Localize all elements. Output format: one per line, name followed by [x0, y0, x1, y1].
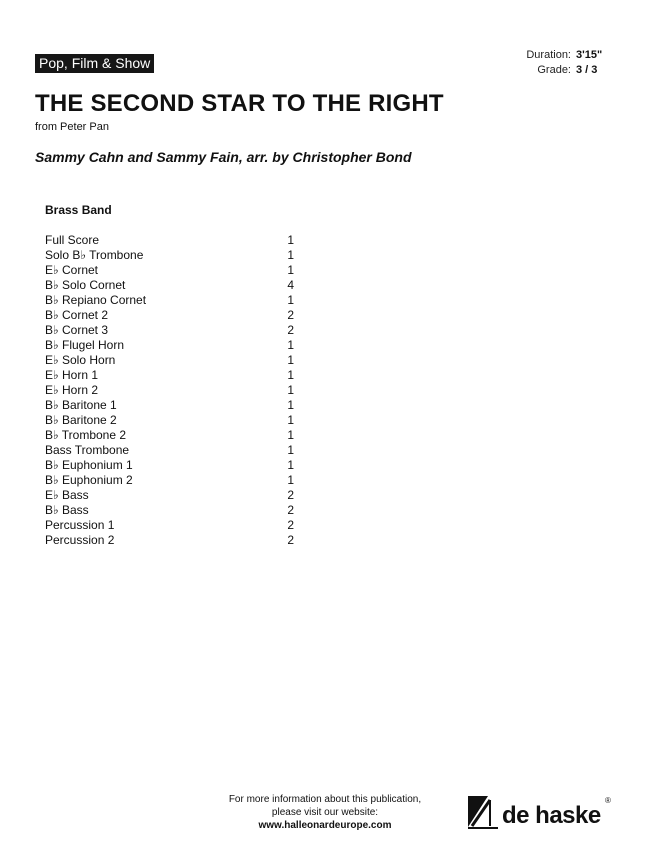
part-name: E♭ Horn 1 — [45, 368, 99, 382]
part-quantity: 2 — [287, 503, 294, 517]
part-row — [45, 353, 300, 368]
footer-url: www.halleonardeurope.com — [258, 820, 392, 831]
registered-mark: ® — [605, 796, 611, 805]
footer-line-1: For more information about this publication, — [228, 794, 422, 805]
part-name: B♭ Trombone 2 — [45, 428, 127, 442]
part-quantity: 1 — [287, 293, 294, 307]
part-name: B♭ Cornet 2 — [45, 308, 109, 322]
metadata-block — [526, 48, 612, 78]
part-row — [45, 263, 300, 278]
grade-row — [526, 63, 612, 78]
part-name: B♭ Baritone 2 — [45, 413, 117, 427]
part-quantity: 1 — [287, 398, 294, 412]
grade-label: Grade: — [537, 64, 571, 76]
footer-info — [200, 793, 450, 832]
part-quantity: 1 — [287, 458, 294, 472]
de-haske-logo-icon — [468, 796, 502, 829]
part-quantity: 2 — [287, 533, 294, 547]
de-haske-logo — [468, 796, 616, 836]
duration-label: Duration: — [526, 49, 571, 61]
part-row — [45, 503, 300, 518]
part-row — [45, 248, 300, 263]
part-row — [45, 413, 300, 428]
ensemble-heading: Brass Band — [45, 203, 112, 217]
part-name: B♭ Bass — [45, 503, 89, 517]
part-row — [45, 473, 300, 488]
part-name: E♭ Bass — [45, 488, 89, 502]
part-name: Percussion 2 — [45, 533, 115, 547]
part-row — [45, 383, 300, 398]
part-quantity: 1 — [287, 473, 294, 487]
part-name: E♭ Solo Horn — [45, 353, 116, 367]
part-quantity: 4 — [287, 278, 294, 292]
part-name: Solo B♭ Trombone — [45, 248, 144, 262]
part-name: E♭ Horn 2 — [45, 383, 99, 397]
part-name: B♭ Baritone 1 — [45, 398, 117, 412]
part-quantity: 1 — [287, 263, 294, 277]
page-title: THE SECOND STAR TO THE RIGHT — [35, 90, 444, 117]
part-quantity: 1 — [287, 383, 294, 397]
part-quantity: 1 — [287, 248, 294, 262]
part-row — [45, 488, 300, 503]
part-row — [45, 233, 300, 248]
part-row — [45, 518, 300, 533]
part-row — [45, 398, 300, 413]
category-badge: Pop, Film & Show — [35, 54, 154, 73]
part-row — [45, 278, 300, 293]
part-quantity: 1 — [287, 233, 294, 247]
part-name: B♭ Cornet 3 — [45, 323, 109, 337]
duration-row — [526, 48, 612, 63]
part-quantity: 1 — [287, 368, 294, 382]
part-quantity: 1 — [287, 443, 294, 457]
logo-text: de haske — [502, 802, 601, 829]
part-row — [45, 323, 300, 338]
part-name: Full Score — [45, 233, 100, 247]
parts-list — [45, 233, 300, 548]
part-row — [45, 443, 300, 458]
part-quantity: 2 — [287, 518, 294, 532]
part-row — [45, 368, 300, 383]
grade-value: 3 / 3 — [576, 64, 598, 76]
part-name: Bass Trombone — [45, 443, 130, 457]
part-quantity: 1 — [287, 428, 294, 442]
part-name: E♭ Cornet — [45, 263, 99, 277]
part-quantity: 1 — [287, 338, 294, 352]
part-row — [45, 293, 300, 308]
part-quantity: 2 — [287, 323, 294, 337]
part-name: B♭ Euphonium 1 — [45, 458, 133, 472]
part-row — [45, 308, 300, 323]
part-name: B♭ Repiano Cornet — [45, 293, 147, 307]
part-quantity: 1 — [287, 353, 294, 367]
part-name: B♭ Flugel Horn — [45, 338, 125, 352]
part-row — [45, 428, 300, 443]
part-quantity: 2 — [287, 488, 294, 502]
part-row — [45, 338, 300, 353]
part-name: B♭ Euphonium 2 — [45, 473, 133, 487]
subtitle: from Peter Pan — [35, 121, 109, 133]
part-row — [45, 458, 300, 473]
duration-value: 3'15" — [576, 49, 603, 61]
part-name: B♭ Solo Cornet — [45, 278, 126, 292]
part-quantity: 1 — [287, 413, 294, 427]
part-row — [45, 533, 300, 548]
credits: Sammy Cahn and Sammy Fain, arr. by Christopher Bond — [35, 149, 412, 165]
footer-line-2: please visit our website: — [271, 807, 379, 818]
part-quantity: 2 — [287, 308, 294, 322]
part-name: Percussion 1 — [45, 518, 115, 532]
